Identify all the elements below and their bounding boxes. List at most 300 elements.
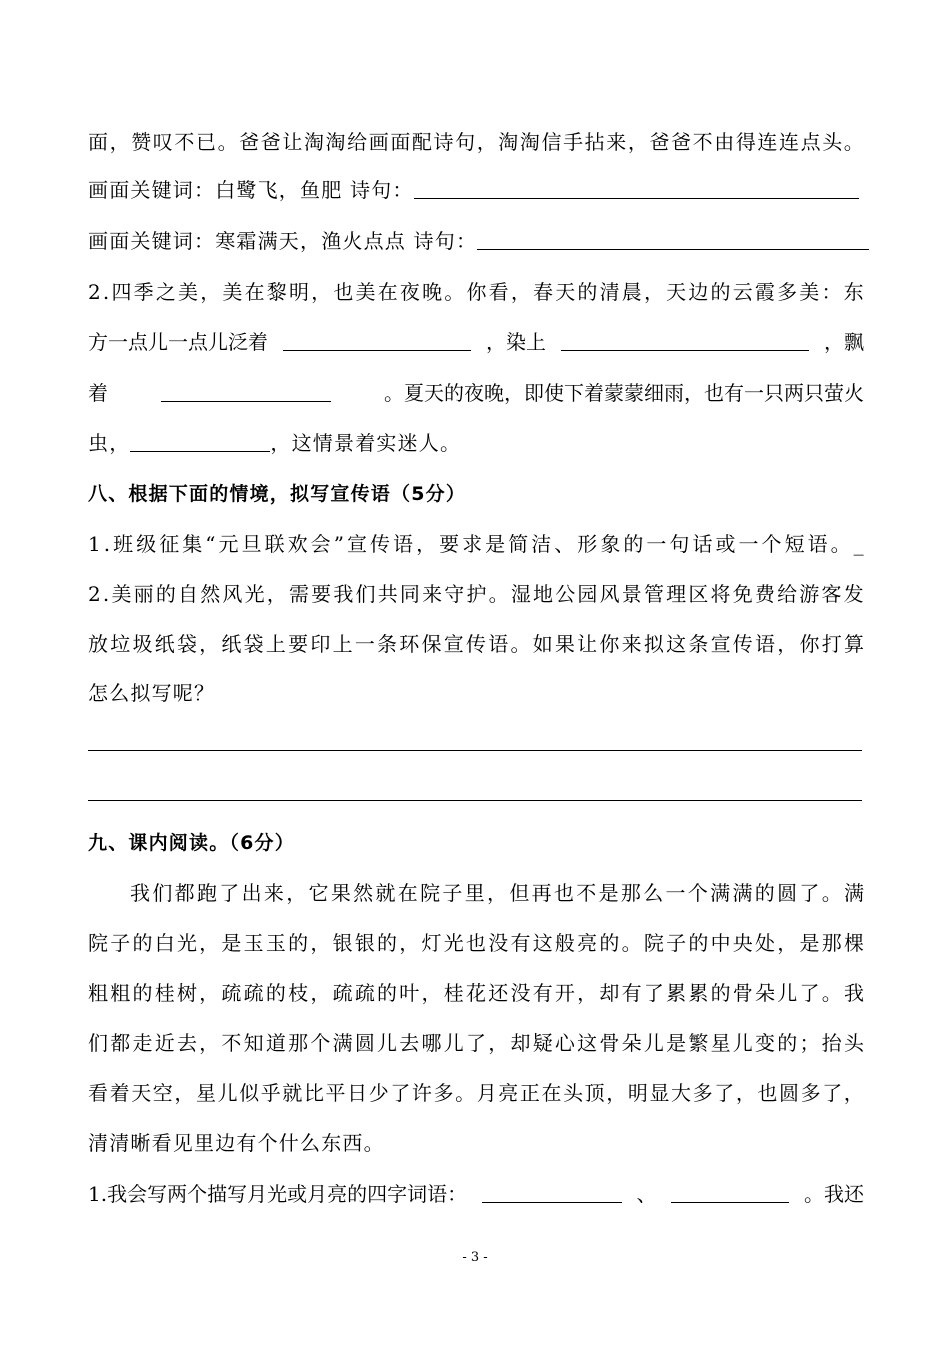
char: 宣 (710, 632, 731, 656)
passage-line (88, 979, 864, 1007)
char: ， (200, 280, 221, 304)
char: 圾 (132, 632, 153, 656)
char: 了 (822, 1081, 843, 1105)
char: 在 (397, 881, 418, 905)
char: 免 (732, 582, 753, 606)
char: 满 (710, 881, 731, 905)
char: 。 (821, 981, 842, 1005)
char: 就 (282, 1081, 303, 1105)
char: 不 (221, 1031, 242, 1055)
char: 儿 (377, 1031, 398, 1055)
char: 上 (332, 632, 353, 656)
text: 1.我会写两个描写月光或月亮的四字词语： (88, 1182, 468, 1206)
char: 级 (136, 532, 157, 556)
char: 一 (354, 632, 375, 656)
char: 淘 (519, 130, 540, 154)
char: _ (853, 532, 864, 556)
char: 叶 (399, 981, 420, 1005)
char: 少 (368, 1081, 389, 1105)
char: 去 (399, 1031, 420, 1055)
char: 院 (643, 931, 664, 955)
char: ， (199, 1031, 220, 1055)
char: 儿 (732, 1031, 753, 1055)
char: 集 (182, 532, 203, 556)
char: 连 (779, 130, 799, 154)
char: 一 (646, 532, 667, 556)
char: 知 (243, 1031, 264, 1055)
char: 了 (799, 881, 820, 905)
char: 玉 (243, 931, 264, 955)
char: 粗 (88, 981, 108, 1005)
char: 放 (88, 632, 108, 656)
char: 。 (444, 280, 465, 304)
char: 由 (714, 130, 735, 154)
char: 云 (732, 280, 753, 304)
char: ， (310, 981, 331, 1005)
char: 夜 (399, 280, 420, 304)
char: 骨 (599, 1031, 620, 1055)
char: 骨 (732, 981, 753, 1005)
char: 四 (111, 280, 132, 304)
char: 多 (692, 1081, 713, 1105)
char: 满 (332, 1031, 353, 1055)
char: 枝 (288, 981, 309, 1005)
keyword-prompt: 画面关键词：寒霜满天，渔火点点 诗句： (88, 229, 478, 253)
char: ” (333, 532, 344, 556)
char: 自 (178, 582, 199, 606)
char: 征 (159, 532, 180, 556)
char: 清 (599, 280, 620, 304)
char: 上 (265, 632, 286, 656)
char: 疏 (332, 981, 353, 1005)
char: 淘 (498, 130, 519, 154)
char: 但 (509, 881, 530, 905)
char: 了 (714, 1081, 735, 1105)
question-line (88, 379, 864, 407)
char: 正 (519, 1081, 540, 1105)
char: 在 (244, 280, 265, 304)
char: 光 (443, 931, 464, 955)
char: ， (199, 981, 220, 1005)
char: 天 (666, 280, 687, 304)
char: 语 (488, 632, 509, 656)
passage-line: 清清晰看见里边有个什么东西。 (88, 1131, 385, 1155)
char: 星 (710, 1031, 731, 1055)
answer-blank[interactable] (414, 176, 859, 199)
char: 道 (265, 1031, 286, 1055)
char: 要 (439, 532, 460, 556)
char: 1 (88, 532, 101, 556)
char: 灯 (421, 931, 442, 955)
char: 院 (88, 931, 108, 955)
question-line (88, 429, 461, 457)
char: 那 (620, 881, 641, 905)
char: 晚 (422, 280, 443, 304)
answer-line[interactable] (88, 800, 862, 801)
char: 要 (288, 632, 309, 656)
char: 传 (370, 532, 390, 556)
char: 美 (222, 280, 243, 304)
char: 中 (710, 931, 731, 955)
char: 的 (710, 981, 731, 1005)
char: 配 (411, 130, 432, 154)
section-9-heading: 九、课内阅读。（6分） (88, 832, 295, 854)
char: 走 (132, 1031, 153, 1055)
char: 不 (174, 130, 195, 154)
char: 丽 (133, 582, 154, 606)
char: 是 (485, 532, 506, 556)
char: 的 (377, 981, 398, 1005)
char: ； (799, 1031, 820, 1055)
char: 湿 (510, 582, 531, 606)
char: 也 (333, 280, 354, 304)
char: 光 (176, 931, 197, 955)
char: 句 (669, 532, 690, 556)
question-line (88, 278, 864, 306)
char: 明 (627, 1081, 648, 1105)
char: 游 (799, 582, 820, 606)
char: 给 (777, 582, 798, 606)
char: 护 (466, 582, 487, 606)
char: 棵 (843, 931, 864, 955)
char: 儿 (777, 981, 798, 1005)
char: 要 (311, 582, 332, 606)
char: 费 (754, 582, 775, 606)
char: 已 (195, 130, 216, 154)
char: 再 (531, 881, 552, 905)
char: 美 (799, 280, 820, 304)
question-line (88, 530, 864, 558)
char: 都 (174, 881, 195, 905)
char: ， (843, 1081, 864, 1105)
char: 光 (244, 582, 265, 606)
char: 垃 (110, 632, 131, 656)
char: 子 (442, 881, 463, 905)
char: 欢 (287, 532, 308, 556)
char: 树 (176, 981, 197, 1005)
char: 比 (303, 1081, 324, 1105)
char: 里 (464, 881, 485, 905)
char: 来 (621, 632, 642, 656)
char: 如 (532, 632, 553, 656)
char: 或 (715, 532, 736, 556)
passage-line (88, 1029, 864, 1057)
char: 风 (222, 582, 243, 606)
char: 疏 (243, 981, 264, 1005)
char: ， (627, 130, 648, 154)
char: 顶 (584, 1081, 605, 1105)
char: 打 (821, 632, 842, 656)
char: ， (109, 130, 130, 154)
char: 桂 (154, 981, 175, 1005)
char: 头 (822, 130, 843, 154)
text: 虫， (88, 431, 131, 455)
char: 公 (555, 582, 576, 606)
char: 许 (411, 1081, 432, 1105)
char: 。 (621, 931, 642, 955)
char: 有 (621, 981, 642, 1005)
char: 亮 (577, 931, 598, 955)
char: 抬 (821, 1031, 842, 1055)
char: 心 (554, 1031, 575, 1055)
char: 洁 (531, 532, 552, 556)
char: 美 (111, 582, 132, 606)
answer-blank[interactable] (283, 328, 471, 351)
char: 银 (332, 931, 353, 955)
question-line (88, 1180, 864, 1208)
char: 、 (554, 532, 575, 556)
char: 点 (800, 130, 821, 154)
char: 繁 (688, 1031, 709, 1055)
char: 们 (152, 881, 173, 905)
char: 守 (444, 582, 465, 606)
char: 。 (830, 532, 851, 556)
char: 淘 (325, 130, 346, 154)
char: 儿 (217, 1081, 238, 1105)
char: 疏 (221, 981, 242, 1005)
char: 黎 (266, 280, 287, 304)
char: 袋 (243, 632, 264, 656)
char: 银 (354, 931, 375, 955)
answer-blank[interactable] (671, 1180, 789, 1203)
char: 季 (133, 280, 154, 304)
char: 算 (843, 632, 864, 656)
char: 央 (732, 931, 753, 955)
char: 儿 (443, 1031, 464, 1055)
char: 连 (757, 130, 778, 154)
char: 头 (843, 1031, 864, 1055)
char: 平 (325, 1081, 346, 1105)
char: 近 (154, 1031, 175, 1055)
char: 诗 (433, 130, 454, 154)
char: 话 (692, 532, 713, 556)
passage-line (88, 929, 864, 957)
char: 2 (88, 280, 101, 304)
char: 疑 (532, 1031, 553, 1055)
char: 。 (843, 130, 864, 154)
char: 也 (465, 931, 486, 955)
char: 爸 (260, 130, 281, 154)
char: 累 (666, 981, 687, 1005)
char: 语 (755, 632, 776, 656)
char: 还 (488, 981, 509, 1005)
char: 霞 (754, 280, 775, 304)
char: 园 (577, 582, 598, 606)
char: 美 (355, 280, 376, 304)
char: ， (577, 981, 598, 1005)
char: 多 (800, 1081, 821, 1105)
char: 果 (554, 632, 575, 656)
char: 一 (738, 532, 759, 556)
char: 疏 (354, 981, 375, 1005)
char: 纸 (221, 632, 242, 656)
char: 这 (577, 1031, 598, 1055)
char: 的 (754, 881, 775, 905)
char: 的 (577, 280, 598, 304)
char: 求 (462, 532, 483, 556)
char: 看 (88, 1081, 108, 1105)
char: 信 (541, 130, 562, 154)
char: 我 (843, 981, 864, 1005)
char: 2 (88, 582, 101, 606)
char: 管 (643, 582, 664, 606)
text: ，飘 (824, 330, 864, 354)
char: 语 (807, 532, 828, 556)
text: 、 (636, 1182, 657, 1206)
char: 个 (310, 1031, 331, 1055)
char: 淘 (303, 130, 324, 154)
char: 果 (330, 881, 351, 905)
char: 袋 (176, 632, 197, 656)
char: 我 (333, 582, 354, 606)
char: 没 (488, 931, 509, 955)
char: 那 (821, 931, 842, 955)
char: 么 (643, 881, 664, 905)
char: ： (821, 280, 842, 304)
keyword-prompt: 画面关键词：白鹭飞，鱼肥 诗句： (88, 178, 414, 202)
char: 。 (821, 881, 842, 905)
char: 的 (710, 280, 731, 304)
char: 白 (154, 931, 175, 955)
char: 是 (221, 931, 242, 955)
answer-blank[interactable] (561, 328, 809, 351)
char: 的 (599, 931, 620, 955)
char: 美 (178, 280, 199, 304)
char: 是 (598, 881, 619, 905)
char: 似 (239, 1081, 260, 1105)
char: 圆 (354, 1031, 375, 1055)
char: 儿 (643, 1031, 664, 1055)
char: 风 (599, 582, 620, 606)
char: 是 (799, 931, 820, 955)
char: 的 (777, 1031, 798, 1055)
char: 简 (508, 532, 529, 556)
char: 天 (131, 1081, 152, 1105)
char: 朵 (755, 981, 776, 1005)
char: 画 (368, 130, 389, 154)
char: 明 (288, 280, 309, 304)
char: 宣 (346, 532, 367, 556)
char: 爸 (671, 130, 692, 154)
char: 就 (375, 881, 396, 905)
char: 一 (665, 881, 686, 905)
char: 理 (666, 582, 687, 606)
char: 了 (465, 1031, 486, 1055)
char: ， (311, 280, 332, 304)
char: 都 (110, 1031, 131, 1055)
text: 着 (88, 381, 108, 405)
char: 发 (843, 582, 864, 606)
char: 。 (510, 632, 531, 656)
char: 有 (510, 931, 531, 955)
answer-blank[interactable] (477, 227, 869, 250)
char: 星 (195, 1081, 216, 1105)
char: 你 (466, 280, 487, 304)
char: 却 (510, 1031, 531, 1055)
char: 的 (688, 931, 709, 955)
char: 。 (217, 130, 238, 154)
char: 短 (784, 532, 805, 556)
section-8-heading: 八、根据下面的情境，拟写宣传语（5分） (88, 483, 467, 505)
char: 月 (476, 1081, 497, 1105)
question-line (88, 580, 864, 608)
char: 在 (377, 280, 398, 304)
char: 满 (732, 881, 753, 905)
char: 朵 (621, 1031, 642, 1055)
char: 有 (532, 981, 553, 1005)
char: 空 (152, 1081, 173, 1105)
char: 的 (132, 981, 153, 1005)
char: 也 (553, 881, 574, 905)
char: 也 (757, 1081, 778, 1105)
char: 印 (310, 632, 331, 656)
question-line (88, 630, 864, 658)
char: 的 (623, 532, 644, 556)
char: 给 (347, 130, 368, 154)
question-line: 怎么拟写呢？ (88, 681, 216, 705)
char: 宣 (443, 632, 464, 656)
char: 边 (688, 280, 709, 304)
char: 大 (671, 1081, 692, 1105)
answer-blank[interactable] (482, 1180, 622, 1203)
answer-blank[interactable] (130, 429, 270, 452)
char: ， (310, 931, 331, 955)
passage-line (88, 1079, 864, 1107)
text: 。夏天的夜晚，即使下着蒙蒙细雨，也有一只两只萤火 (384, 381, 864, 405)
answer-blank[interactable] (161, 379, 331, 402)
char: 。 (455, 1081, 476, 1105)
answer-line[interactable] (88, 750, 862, 751)
char: ， (777, 931, 798, 955)
char: 纸 (154, 632, 175, 656)
char: 之 (155, 280, 176, 304)
char: 旦 (241, 532, 262, 556)
char: ， (399, 931, 420, 955)
char: 元 (218, 532, 239, 556)
char: 需 (288, 582, 309, 606)
char: 跑 (196, 881, 217, 905)
char: 去 (176, 1031, 197, 1055)
char: 晨 (621, 280, 642, 304)
char: 地 (533, 582, 554, 606)
text: 方一点儿一点儿泛着 (88, 330, 268, 354)
char: 联 (264, 532, 285, 556)
char: 了 (390, 1081, 411, 1105)
char: 将 (710, 582, 731, 606)
char: 的 (377, 931, 398, 955)
char: 乎 (260, 1081, 281, 1105)
char: 来 (263, 881, 284, 905)
char: 没 (510, 981, 531, 1005)
char: 。 (488, 582, 509, 606)
char: 累 (688, 981, 709, 1005)
char: 了 (643, 981, 664, 1005)
text: ，这情景着实迷人。 (270, 431, 462, 455)
char: 我 (130, 881, 150, 905)
char: 条 (377, 632, 398, 656)
char: 象 (600, 532, 621, 556)
char: 然 (200, 582, 221, 606)
keyword-line-1 (88, 176, 859, 204)
char: 的 (132, 931, 153, 955)
char: 满 (844, 881, 864, 905)
char: 不 (576, 881, 597, 905)
char: 们 (355, 582, 376, 606)
char: 传 (465, 632, 486, 656)
char: ， (421, 981, 442, 1005)
char: 天 (555, 280, 576, 304)
char: 它 (308, 881, 329, 905)
